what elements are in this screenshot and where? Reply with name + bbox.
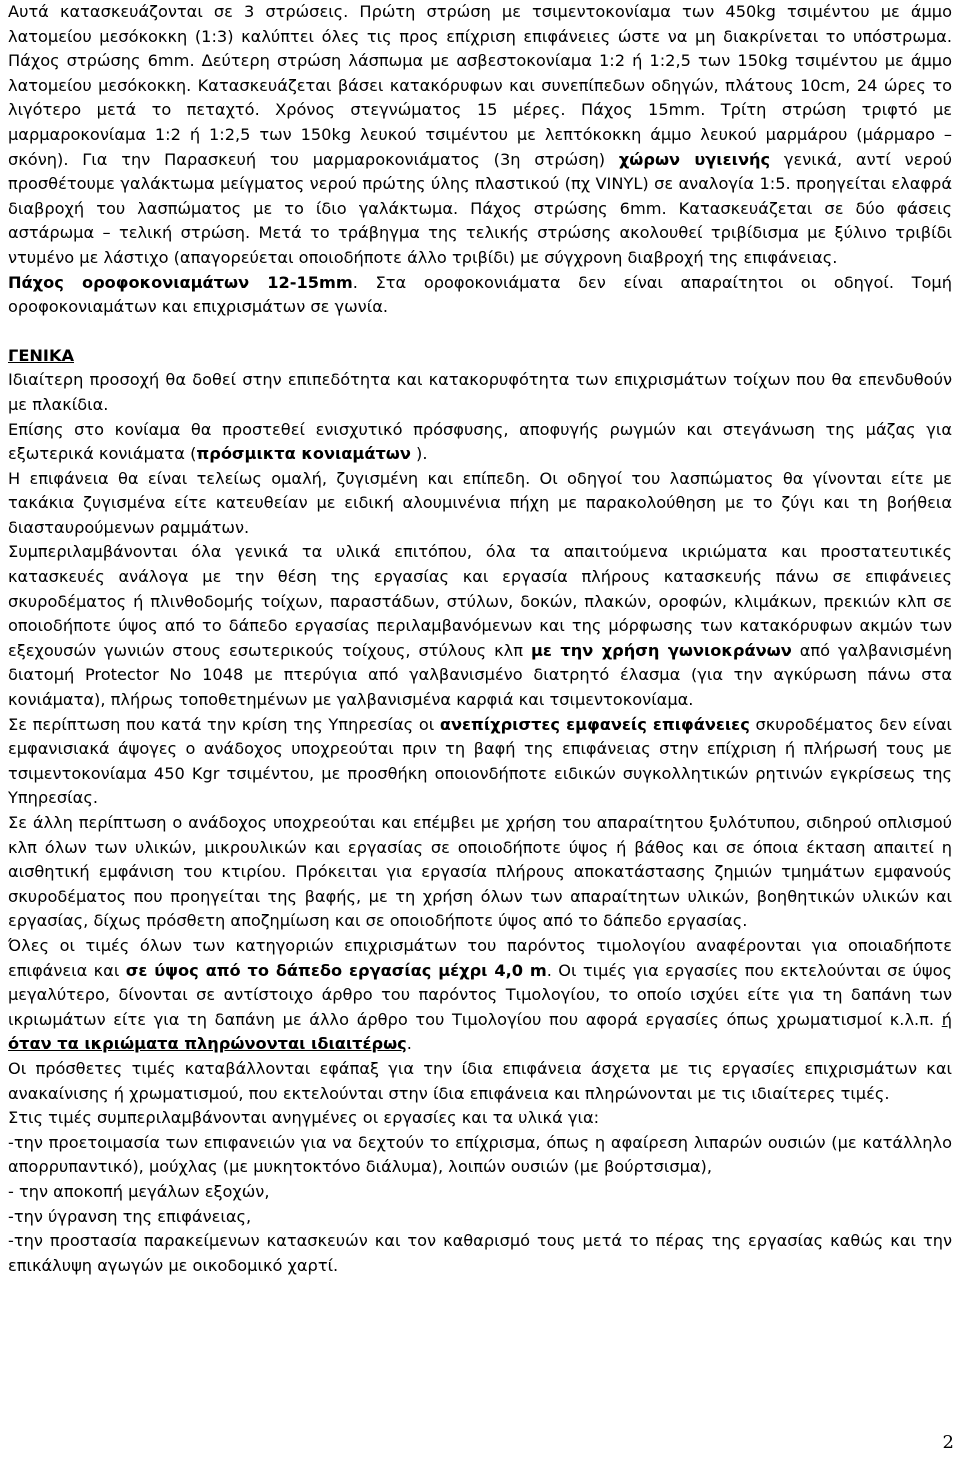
general-7-text: Όλες οι τιμές όλων των κατηγοριών επιχρισμάτων του παρόντος τιμολογίου αναφέρονται για οποιαδήποτε επιφάνεια και xyxy=(8,935,952,980)
general-7-underlined-bold: όταν τα ικριώματα πληρώνονται ιδιαιτέρως xyxy=(8,1034,407,1054)
paragraph-general-6: Σε άλλη περίπτωση ο ανάδοχος υποχρεούται και επέμβει με χρήση του απαραίτητου ξυλότυπου, σιδηρού οπλισμού κλπ όλων των υλικών, μικρουλικών και εργασίας σε οποιοδήποτε ύψος ή βάθος και σε όποια έκταση απαιτεί η αισθητική εμφάνιση του κτιρίου. Πρόκειται για εργασία πλήρους αποκατάστασης ζημιών τμημάτων εμφανούς σκυροδέματος που προηγείται της βαφής, με τη χρήση όλων των απαραίτητων υλικών, βοηθητικών υλικών και εργασίας, δίχως πρόσθετη αποζημίωση και σε οποιοδήποτε ύψος από το δάπεδο εργασίας. xyxy=(8,813,952,931)
paragraph-general-4 xyxy=(8,540,952,712)
general-2-end: ). xyxy=(410,444,428,464)
paragraph-general-7 xyxy=(8,934,952,1057)
list-item: -την προστασία παρακείμενων κατασκευών και τον καθαρισμό τους μετά το πέρας της εργασίας καθώς και την επικάλυψη αγωγών με οικοδομικό χαρτί. xyxy=(8,1231,952,1275)
general-5-text: Σε περίπτωση που κατά την κρίση της Υπηρεσίας οι xyxy=(8,714,440,734)
paragraph-general-8: Οι πρόσθετες τιμές καταβάλλονται εφάπαξ για την ίδια επιφάνεια άσχετα με τις εργασίες επιχρισμάτων και ανακαίνισης ή χρωματισμού, που εκτελούνται στην ίδια επιφάνεια και πληρώνονται με τις ιδιαίτερες τιμές. xyxy=(8,1058,952,1103)
paragraph-general-9: Στις τιμές συμπεριλαμβάνονται ανηγμένες οι εργασίες και τα υλικά για: xyxy=(8,1108,600,1128)
intro-text-continued: γενικά, αντί νερού προσθέτουμε γαλάκτωμα μείγματος νερού πρώτης ύλης πλαστικού (πχ VINYL) σε αναλογία 1:5. προηγείται ελαφρά διαβροχή του λασπώματος με το ίδιο γαλάκτωμα. Πάχος στρώσης 6mm. Κατασκευάζεται σε δύο φάσεις αστάρωμα – τελική στρώση. Μετά το τράβηγμα της τελικής στρώσης ακολουθεί τριβίδισμα με ξύλινο τριβίδι ντυμένο με λάστιχο (απαγορεύεται οποιοδήποτε άλλο τριβίδι) με σύγχρονη διαβροχή της επιφάνειας. xyxy=(8,149,953,267)
general-2-bold: πρόσμικτα κονιαμάτων xyxy=(196,444,411,464)
general-7-underlined: ή xyxy=(941,1009,952,1029)
paragraph-ceiling-thickness xyxy=(8,271,952,320)
paragraph-general-3: Η επιφάνεια θα είναι τελείως ομαλή, ζυγισμένη και επίπεδη. Οι οδηγοί του λασπώματος θα γίνονται είτε με τακάκια ζυγισμένα είτε κατευθείαν με ειδική αλουμινένια πήχη με παρακολούθηση με το ζύγι και τη βοήθεια διασταυρούμενων ραμμάτων. xyxy=(8,468,952,537)
general-4-end: από γαλβανισμένη διατομή Protector No 1048 με πτερύγια από γαλβανισμένο διατρητό έλασμα (για την αγκύρωση πάνω στα κονιάματα), πλήρως τοποθετημένων με γαλβανισμένα καρφιά και τσιμεντοκονίαμα. xyxy=(8,640,953,710)
general-5-end: σκυροδέματος δεν είναι εμφανισιακά άψογες ο ανάδοχος υποχρεούται πριν τη βαφή της επιφάνειας στην επίχριση ή πλήρωσή τους με τσιμεντοκονίαμα 450 Kgr τσιμέντου, με προσθήκη οποιονδήποτε ειδικών συγκολλητικών ρητινών εγκρίσεως της Υπηρεσίας. xyxy=(8,714,952,808)
ceiling-thickness-bold: Πάχος οροφοκονιαμάτων 12-15mm xyxy=(8,272,353,292)
general-4-bold: με την χρήση γωνιοκράνων xyxy=(530,640,792,660)
list-item: -την ύγρανση της επιφάνειας, xyxy=(8,1206,252,1226)
paragraph-general-2 xyxy=(8,418,952,467)
general-7-end: . xyxy=(406,1034,412,1054)
intro-bold-text: χώρων υγιεινής xyxy=(618,149,771,169)
general-5-bold: ανεπίχριστες εμφανείς επιφάνειες xyxy=(439,714,750,734)
page-number: 2 xyxy=(942,1432,954,1453)
section-heading: ΓΕΝΙΚΑ xyxy=(8,345,75,365)
general-2-text: Επίσης στο κονίαμα θα προστεθεί ενισχυτικό πρόσφυσης, αποφυγής ρωγμών και στεγάνωση της μάζας για εξωτερικά κονιάματα ( xyxy=(8,419,952,464)
general-7-middle: . Οι τιμές για εργασίες που εκτελούνται σε ύψος μεγαλύτερο, δίνονται σε αντίστοιχο άρθρο του παρόντος Τιμολογίου, το οποίο ισχύει είτε για τη δαπάνη των ικριωμάτων είτε για τη δαπάνη με άλλο άρθρο του Τιμολογίου που αφορά εργασίες όπως χρωματισμοί κ.λ.π. xyxy=(8,960,952,1029)
general-4-text: Συμπεριλαμβάνονται όλα γενικά τα υλικά επιτόπου, όλα τα απαιτούμενα ικριώματα και προστατευτικές κατασκευές ανάλογα με την θέση της εργασίας και εργασία πλήρους κατασκευής πάνω σε επιφάνειες σκυροδέματος ή πλινθοδομής τοίχων, παραστάδων, στύλων, δοκών, πλακών, οροφών, κλιμάκων, πρεκιών κλπ σε οποιοδήποτε ύψος από το δάπεδο εργασίας περιλαμβανόμενων και της μόρφωσης των κατακόρυφων ακμών των εξεχουσών γωνιών στους εσωτερικούς τοίχους, στύλους κλπ xyxy=(8,542,952,660)
intro-text: Αυτά κατασκευάζονται σε 3 στρώσεις. Πρώτη στρώση με τσιμεντοκονίαμα των 450kg τσιμέντου με άμμο λατομείου μεσόκοκκη (1:3) καλύπτει όλες τις προς επίχριση επιφάνειες ώστε να μη διακρίνεται το υπόστρωμα. Πάχος στρώσης 6mm. Δεύτερη στρώση λάσπωμα με ασβεστοκονίαμα 1:2 ή 1:2,5 των 150kg τσιμέντου με άμμο λατομείου μεσόκοκκη. Κατασκευάζεται βάσει κατακόρυφων και συνεπίπεδων οδηγών, πλάτους 10cm, 24 ώρες το λιγότερο μετά το πεταχτό. Χρόνος στεγνώματος 15 μέρες. Πάχος 15mm. Τρίτη στρώση τριφτό με μαρμαροκονίαμα 1:2 ή 1:2,5 των 150kg λευκού τσιμέντου με λεπτόκοκκη άμμο λευκού μαρμάρου (μάρμαρο – σκόνη). Για την Παρασκευή του μαρμαροκονιάματος (3η στρώση) xyxy=(8,2,952,169)
document-page xyxy=(8,0,952,1278)
general-7-bold: σε ύψος από το δάπεδο εργασίας μέχρι 4,0 m xyxy=(125,960,547,980)
list-item: -την προετοιμασία των επιφανειών για να δεχτούν το επίχρισμα, όπως η αφαίρεση λιπαρών ουσιών (με κατάλληλο απορρυπαντικό), μούχλας (με μυκητοκτόνο διάλυμα), λοιπών ουσιών (με βούρτσισμα), xyxy=(8,1132,952,1177)
paragraph-general-5 xyxy=(8,713,952,811)
paragraph-intro xyxy=(8,0,952,271)
list-item: - την αποκοπή μεγάλων εξοχών, xyxy=(8,1181,270,1201)
section-gap xyxy=(8,320,952,344)
paragraph-general-1: Ιδιαίτερη προσοχή θα δοθεί στην επιπεδότητα και κατακορυφότητα των επιχρισμάτων τοίχων που θα επενδυθούν με πλακίδια. xyxy=(8,370,952,414)
ceiling-thickness-text: . Στα οροφοκονιάματα δεν είναι απαραίτητοι οι οδηγοί. Τομή οροφοκονιαμάτων και επιχρισμάτων σε γωνία. xyxy=(8,272,952,317)
